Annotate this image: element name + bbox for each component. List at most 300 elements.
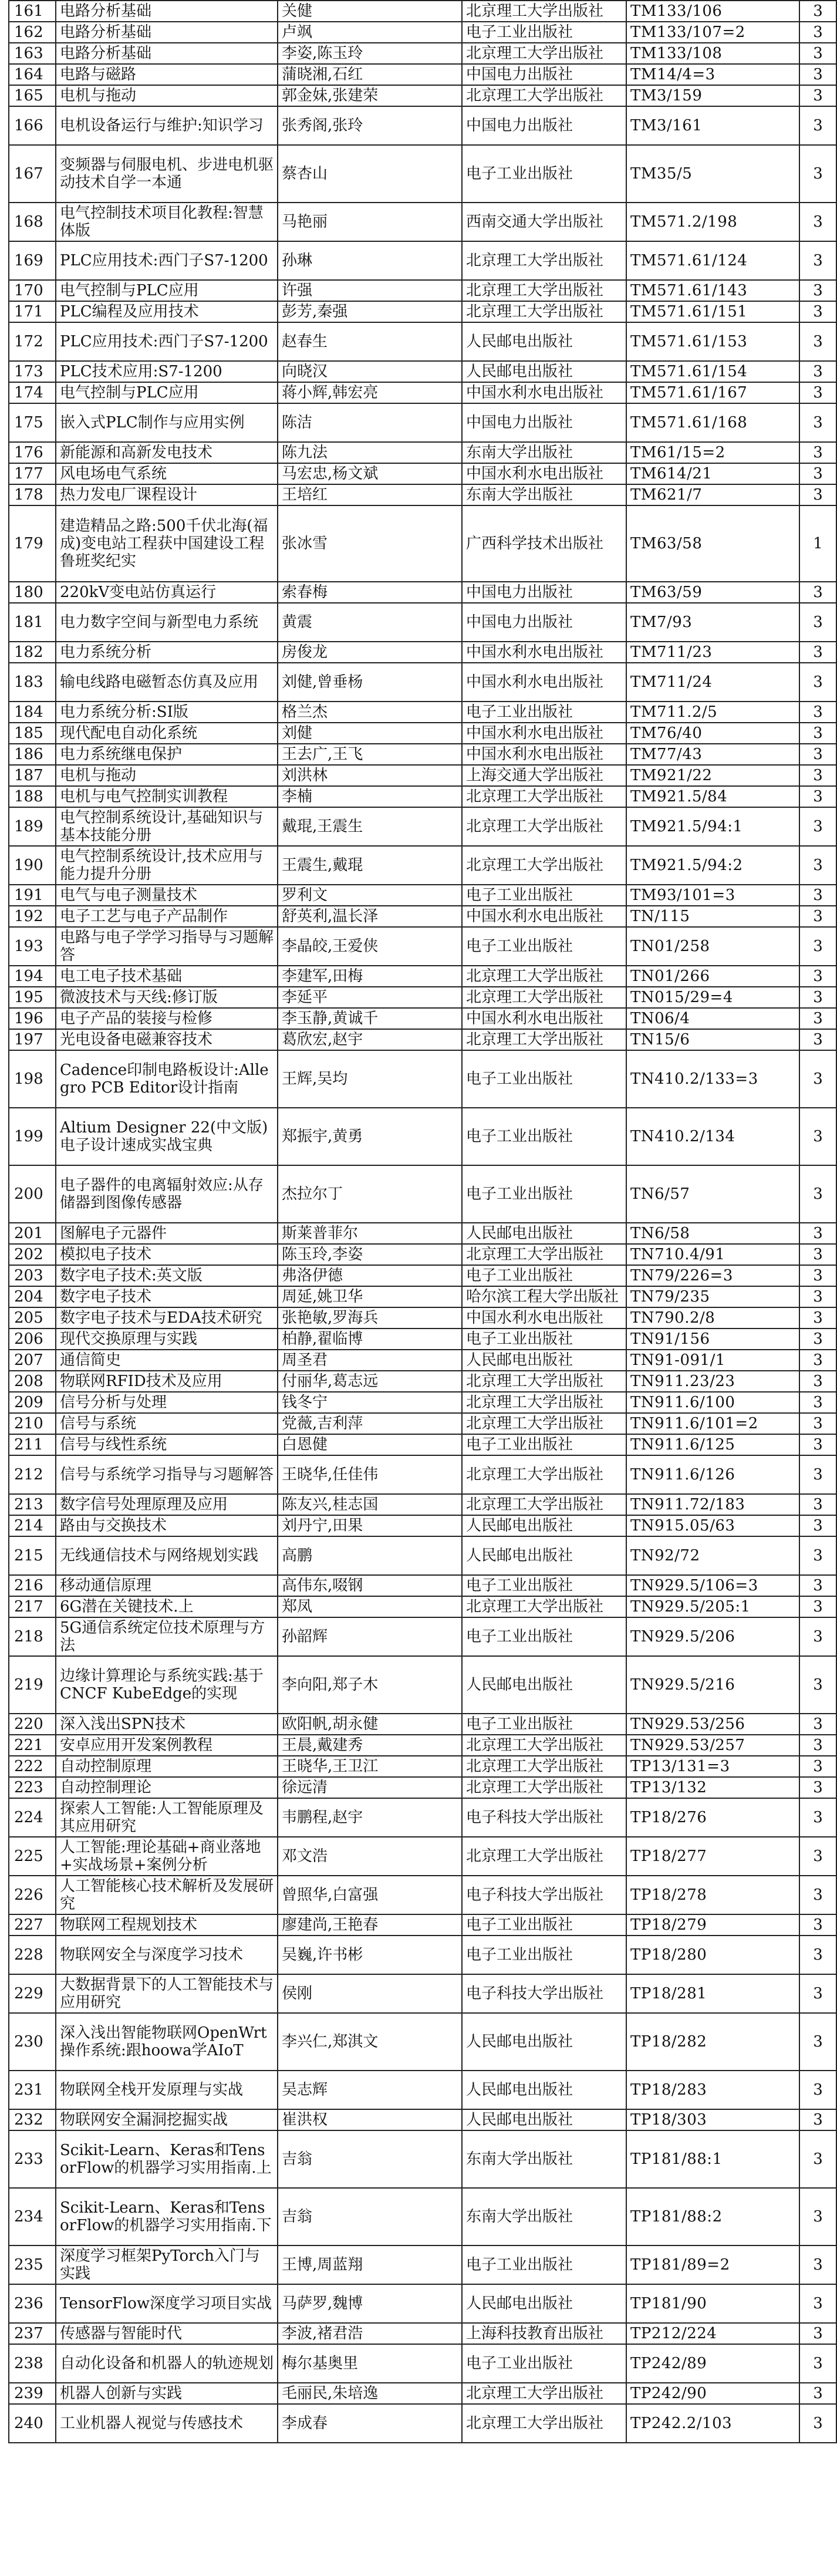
title-cell: 数字电子技术:英文版 [56,1265,278,1286]
call-number-cell: TM921.5/94:1 [626,807,799,846]
table-row [9,1050,836,1108]
call-number-cell: TM711/24 [626,663,799,702]
call-number-cell: TN911.6/100 [626,1392,799,1413]
title-cell: Cadence印制电路板设计:Allegro PCB Editor设计指南 [56,1050,278,1108]
call-number-cell: TM14/4=3 [626,64,799,85]
quantity-cell: 3 [799,403,836,442]
table-row [9,663,836,702]
title-cell: PLC应用技术:西门子S7-1200 [56,241,278,280]
title-cell: 物联网全栈开发原理与实战 [56,2071,278,2109]
title-cell: 电子产品的装接与检修 [56,1008,278,1029]
publisher-cell: 东南大学出版社 [462,442,626,463]
author-cell: 周圣君 [278,1350,462,1371]
author-cell: 徐远清 [278,1777,462,1798]
author-cell: 刘丹宁,田果 [278,1515,462,1536]
call-number-cell: TP18/303 [626,2109,799,2130]
table-row [9,1329,836,1350]
publisher-cell: 北京理工大学出版社 [462,1596,626,1617]
author-cell: 陈九法 [278,442,462,463]
call-number-cell: TM63/59 [626,582,799,603]
author-cell: 张艳敏,罗海兵 [278,1307,462,1329]
table-row [9,1837,836,1876]
quantity-cell: 3 [799,2130,836,2188]
call-number-cell: TP18/279 [626,1914,799,1936]
table-row [9,642,836,663]
row-number-cell: 197 [9,1029,56,1050]
title-cell: 自动化设备和机器人的轨迹规划 [56,2344,278,2383]
quantity-cell: 3 [799,1371,836,1392]
title-cell: 数字电子技术 [56,1286,278,1307]
quantity-cell: 3 [799,663,836,702]
quantity-cell: 3 [799,1515,836,1536]
title-cell: 电力系统继电保护 [56,744,278,765]
table-row [9,927,836,966]
publisher-cell: 人民邮电出版社 [462,2013,626,2071]
quantity-cell: 3 [799,1223,836,1244]
row-number-cell: 215 [9,1536,56,1575]
author-cell: 王去广,王飞 [278,744,462,765]
title-cell: 新能源和高新发电技术 [56,442,278,463]
quantity-cell: 3 [799,1286,836,1307]
row-number-cell: 162 [9,22,56,43]
call-number-cell: TM3/161 [626,106,799,145]
author-cell: 王震生,戴琨 [278,846,462,885]
publisher-cell: 电子工业出版社 [462,1050,626,1108]
title-cell: 建造精品之路:500千伏北海(福成)变电站工程获中国建设工程鲁班奖纪实 [56,505,278,582]
row-number-cell: 203 [9,1265,56,1286]
call-number-cell: TM571.61/151 [626,301,799,322]
author-cell: 李兴仁,郑淇文 [278,2013,462,2071]
publisher-cell: 电子工业出版社 [462,1165,626,1223]
table-row [9,442,836,463]
row-number-cell: 191 [9,885,56,906]
author-cell: 刘健,曾垂杨 [278,663,462,702]
title-cell: Scikit-Learn、Keras和TensorFlow的机器学习实用指南.上 [56,2130,278,2188]
call-number-cell: TM571.61/153 [626,322,799,361]
publisher-cell: 北京理工大学出版社 [462,1735,626,1756]
author-cell: 卢飒 [278,22,462,43]
quantity-cell: 3 [799,1494,836,1515]
title-cell: 安卓应用开发案例教程 [56,1735,278,1756]
title-cell: 变频器与伺服电机、步进电机驱动技术自学一本通 [56,145,278,203]
table-row [9,1777,836,1798]
author-cell: 欧阳帆,胡永健 [278,1714,462,1735]
author-cell: 吴志辉 [278,2071,462,2109]
publisher-cell: 广西科学技术出版社 [462,505,626,582]
row-number-cell: 235 [9,2245,56,2284]
author-cell: 李延平 [278,987,462,1008]
table-row [9,1008,836,1029]
publisher-cell: 电子工业出版社 [462,1265,626,1286]
author-cell: 刘健 [278,723,462,744]
call-number-cell: TN911.23/23 [626,1371,799,1392]
row-number-cell: 213 [9,1494,56,1515]
row-number-cell: 198 [9,1050,56,1108]
call-number-cell: TN790.2/8 [626,1307,799,1329]
author-cell: 韦鹏程,赵宇 [278,1798,462,1837]
row-number-cell: 183 [9,663,56,702]
quantity-cell: 3 [799,582,836,603]
table-row [9,1714,836,1735]
title-cell: 5G通信系统定位技术原理与方法 [56,1617,278,1656]
row-number-cell: 173 [9,361,56,382]
table-row [9,966,836,987]
call-number-cell: TN6/58 [626,1223,799,1244]
quantity-cell: 3 [799,64,836,85]
table-row [9,1108,836,1165]
call-number-cell: TM614/21 [626,463,799,484]
title-cell: 输电线路电磁暂态仿真及应用 [56,663,278,702]
quantity-cell: 3 [799,1307,836,1329]
table-row [9,1223,836,1244]
publisher-cell: 中国水利水电出版社 [462,1307,626,1329]
title-cell: Scikit-Learn、Keras和TensorFlow的机器学习实用指南.下 [56,2188,278,2245]
title-cell: 现代交换原理与实践 [56,1329,278,1350]
call-number-cell: TN710.4/91 [626,1244,799,1265]
title-cell: TensorFlow深度学习项目实战 [56,2284,278,2323]
row-number-cell: 239 [9,2383,56,2404]
row-number-cell: 223 [9,1777,56,1798]
publisher-cell: 东南大学出版社 [462,2130,626,2188]
quantity-cell: 3 [799,1050,836,1108]
call-number-cell: TN92/72 [626,1536,799,1575]
call-number-cell: TM921/22 [626,765,799,786]
table-row [9,1434,836,1455]
call-number-cell: TM711.2/5 [626,702,799,723]
author-cell: 弗洛伊德 [278,1265,462,1286]
title-cell: 大数据背景下的人工智能技术与应用研究 [56,1974,278,2013]
title-cell: 电路分析基础 [56,22,278,43]
row-number-cell: 188 [9,786,56,807]
quantity-cell: 3 [799,1735,836,1756]
title-cell: 电机与电气控制实训教程 [56,786,278,807]
publisher-cell: 东南大学出版社 [462,2188,626,2245]
row-number-cell: 184 [9,702,56,723]
table-row [9,403,836,442]
row-number-cell: 209 [9,1392,56,1413]
title-cell: 电气控制与PLC应用 [56,382,278,403]
table-row [9,1392,836,1413]
title-cell: 信号与系统学习指导与习题解答 [56,1455,278,1494]
call-number-cell: TN911.72/183 [626,1494,799,1515]
author-cell: 柏静,翟临博 [278,1329,462,1350]
row-number-cell: 229 [9,1974,56,2013]
row-number-cell: 171 [9,301,56,322]
quantity-cell: 3 [799,301,836,322]
quantity-cell: 3 [799,1108,836,1165]
author-cell: 戴琨,王震生 [278,807,462,846]
publisher-cell: 北京理工大学出版社 [462,786,626,807]
publisher-cell: 人民邮电出版社 [462,2109,626,2130]
row-number-cell: 192 [9,906,56,927]
quantity-cell: 3 [799,2245,836,2284]
table-row [9,85,836,106]
publisher-cell: 电子工业出版社 [462,1434,626,1455]
quantity-cell: 3 [799,106,836,145]
publisher-cell: 电子工业出版社 [462,145,626,203]
call-number-cell: TP242/89 [626,2344,799,2383]
publisher-cell: 北京理工大学出版社 [462,1392,626,1413]
author-cell: 关健 [278,1,462,22]
title-cell: Altium Designer 22(中文版)电子设计速成实战宝典 [56,1108,278,1165]
table-row [9,786,836,807]
title-cell: 物联网工程规划技术 [56,1914,278,1936]
publisher-cell: 北京理工大学出版社 [462,241,626,280]
publisher-cell: 北京理工大学出版社 [462,301,626,322]
author-cell: 陈友兴,桂志国 [278,1494,462,1515]
title-cell: 电机与拖动 [56,765,278,786]
publisher-cell: 电子科技大学出版社 [462,1974,626,2013]
author-cell: 王晓华,任佳伟 [278,1455,462,1494]
table-row [9,1350,836,1371]
row-number-cell: 206 [9,1329,56,1350]
quantity-cell: 3 [799,85,836,106]
table-row [9,987,836,1008]
publisher-cell: 北京理工大学出版社 [462,85,626,106]
quantity-cell: 3 [799,744,836,765]
quantity-cell: 3 [799,1392,836,1413]
call-number-cell: TM621/7 [626,484,799,505]
row-number-cell: 207 [9,1350,56,1371]
row-number-cell: 222 [9,1756,56,1777]
call-number-cell: TN929.5/106=3 [626,1575,799,1596]
table-row [9,846,836,885]
quantity-cell: 3 [799,145,836,203]
call-number-cell: TP181/90 [626,2284,799,2323]
call-number-cell: TM571.61/124 [626,241,799,280]
publisher-cell: 电子工业出版社 [462,702,626,723]
call-number-cell: TP13/131=3 [626,1756,799,1777]
author-cell: 葛欣宏,赵宇 [278,1029,462,1050]
author-cell: 王晨,戴建秀 [278,1735,462,1756]
publisher-cell: 中国水利水电出版社 [462,663,626,702]
row-number-cell: 178 [9,484,56,505]
author-cell: 孙琳 [278,241,462,280]
publisher-cell: 人民邮电出版社 [462,2071,626,2109]
row-number-cell: 181 [9,603,56,642]
row-number-cell: 234 [9,2188,56,2245]
quantity-cell: 3 [799,2188,836,2245]
row-number-cell: 200 [9,1165,56,1223]
author-cell: 孙韶辉 [278,1617,462,1656]
row-number-cell: 210 [9,1413,56,1434]
author-cell: 王培红 [278,484,462,505]
author-cell: 马艳丽 [278,203,462,241]
call-number-cell: TN929.5/205:1 [626,1596,799,1617]
author-cell: 刘洪林 [278,765,462,786]
row-number-cell: 180 [9,582,56,603]
title-cell: 电工电子技术基础 [56,966,278,987]
author-cell: 斯莱普菲尔 [278,1223,462,1244]
author-cell: 李晶皎,王爱侠 [278,927,462,966]
quantity-cell: 3 [799,603,836,642]
quantity-cell: 3 [799,361,836,382]
quantity-cell: 3 [799,2013,836,2071]
row-number-cell: 232 [9,2109,56,2130]
quantity-cell: 3 [799,43,836,64]
title-cell: 信号与线性系统 [56,1434,278,1455]
table-row [9,64,836,85]
publisher-cell: 北京理工大学出版社 [462,966,626,987]
title-cell: 电力系统分析:SI版 [56,702,278,723]
row-number-cell: 166 [9,106,56,145]
publisher-cell: 上海交通大学出版社 [462,765,626,786]
call-number-cell: TP181/89=2 [626,2245,799,2284]
quantity-cell: 3 [799,966,836,987]
publisher-cell: 电子工业出版社 [462,22,626,43]
author-cell: 高伟东,啜钢 [278,1575,462,1596]
publisher-cell: 北京理工大学出版社 [462,1455,626,1494]
title-cell: PLC技术应用:S7-1200 [56,361,278,382]
author-cell: 郑振宇,黄勇 [278,1108,462,1165]
call-number-cell: TM3/159 [626,85,799,106]
table-row [9,280,836,301]
author-cell: 马萨罗,魏博 [278,2284,462,2323]
quantity-cell: 3 [799,1329,836,1350]
row-number-cell: 190 [9,846,56,885]
call-number-cell: TN79/235 [626,1286,799,1307]
table-row [9,1756,836,1777]
author-cell: 陈洁 [278,403,462,442]
quantity-cell: 3 [799,1837,836,1876]
publisher-cell: 西南交通大学出版社 [462,203,626,241]
call-number-cell: TM571.2/198 [626,203,799,241]
quantity-cell: 3 [799,280,836,301]
publisher-cell: 中国水利水电出版社 [462,463,626,484]
call-number-cell: TM93/101=3 [626,885,799,906]
publisher-cell: 中国水利水电出版社 [462,1008,626,1029]
title-cell: 移动通信原理 [56,1575,278,1596]
quantity-cell: 3 [799,1,836,22]
call-number-cell: TP18/277 [626,1837,799,1876]
quantity-cell: 3 [799,241,836,280]
call-number-cell: TP181/88:1 [626,2130,799,2188]
publisher-cell: 电子工业出版社 [462,1575,626,1596]
publisher-cell: 人民邮电出版社 [462,1656,626,1714]
quantity-cell: 3 [799,786,836,807]
row-number-cell: 218 [9,1617,56,1656]
call-number-cell: TN929.53/256 [626,1714,799,1735]
row-number-cell: 217 [9,1596,56,1617]
row-number-cell: 168 [9,203,56,241]
table-row [9,1596,836,1617]
row-number-cell: 205 [9,1307,56,1329]
call-number-cell: TM711/23 [626,642,799,663]
publisher-cell: 电子工业出版社 [462,1936,626,1974]
quantity-cell: 3 [799,382,836,403]
call-number-cell: TM77/43 [626,744,799,765]
publisher-cell: 电子工业出版社 [462,2344,626,2383]
table-row [9,1536,836,1575]
table-row [9,322,836,361]
row-number-cell: 202 [9,1244,56,1265]
call-number-cell: TN01/258 [626,927,799,966]
row-number-cell: 240 [9,2404,56,2443]
table-row [9,2071,836,2109]
table-row [9,885,836,906]
publisher-cell: 人民邮电出版社 [462,1515,626,1536]
title-cell: 电子器件的电离辐射效应:从存储器到图像传感器 [56,1165,278,1223]
author-cell: 钱冬宁 [278,1392,462,1413]
call-number-cell: TP18/280 [626,1936,799,1974]
author-cell: 付丽华,葛志远 [278,1371,462,1392]
table-row [9,1515,836,1536]
author-cell: 许强 [278,280,462,301]
table-row [9,723,836,744]
call-number-cell: TN410.2/134 [626,1108,799,1165]
row-number-cell: 208 [9,1371,56,1392]
title-cell: 电机设备运行与维护:知识学习 [56,106,278,145]
quantity-cell: 3 [799,846,836,885]
table-row [9,1494,836,1515]
call-number-cell: TP18/282 [626,2013,799,2071]
publisher-cell: 北京理工大学出版社 [462,1756,626,1777]
row-number-cell: 175 [9,403,56,442]
row-number-cell: 224 [9,1798,56,1837]
table-row [9,1029,836,1050]
author-cell: 李向阳,郑子木 [278,1656,462,1714]
table-row [9,765,836,786]
publisher-cell: 北京理工大学出版社 [462,1413,626,1434]
title-cell: 机器人创新与实践 [56,2383,278,2404]
call-number-cell: TN01/266 [626,966,799,987]
call-number-cell: TN91-091/1 [626,1350,799,1371]
row-number-cell: 187 [9,765,56,786]
call-number-cell: TN929.5/216 [626,1656,799,1714]
publisher-cell: 中国水利水电出版社 [462,723,626,744]
call-number-cell: TM76/40 [626,723,799,744]
table-row [9,382,836,403]
table-row [9,145,836,203]
publisher-cell: 电子工业出版社 [462,1329,626,1350]
table-row [9,744,836,765]
table-row [9,2323,836,2344]
row-number-cell: 196 [9,1008,56,1029]
publisher-cell: 北京理工大学出版社 [462,987,626,1008]
publisher-cell: 北京理工大学出版社 [462,43,626,64]
title-cell: PLC编程及应用技术 [56,301,278,322]
quantity-cell: 3 [799,642,836,663]
quantity-cell: 3 [799,22,836,43]
quantity-cell: 3 [799,442,836,463]
call-number-cell: TN911.6/101=2 [626,1413,799,1434]
row-number-cell: 189 [9,807,56,846]
row-number-cell: 214 [9,1515,56,1536]
row-number-cell: 231 [9,2071,56,2109]
author-cell: 蒋小辉,韩宏亮 [278,382,462,403]
author-cell: 王晓华,王卫江 [278,1756,462,1777]
quantity-cell: 3 [799,1165,836,1223]
title-cell: 数字信号处理原理及应用 [56,1494,278,1515]
quantity-cell: 3 [799,1008,836,1029]
publisher-cell: 人民邮电出版社 [462,2284,626,2323]
row-number-cell: 227 [9,1914,56,1936]
book-list-body [9,1,836,2443]
title-cell: 嵌入式PLC制作与应用实例 [56,403,278,442]
row-number-cell: 216 [9,1575,56,1596]
quantity-cell: 3 [799,765,836,786]
table-row [9,1575,836,1596]
title-cell: 电路与电子学学习指导与习题解答 [56,927,278,966]
quantity-cell: 3 [799,2323,836,2344]
publisher-cell: 北京理工大学出版社 [462,1777,626,1798]
title-cell: 电力数字空间与新型电力系统 [56,603,278,642]
publisher-cell: 北京理工大学出版社 [462,1029,626,1050]
publisher-cell: 中国水利水电出版社 [462,642,626,663]
call-number-cell: TP18/281 [626,1974,799,2013]
table-row [9,361,836,382]
author-cell: 李楠 [278,786,462,807]
